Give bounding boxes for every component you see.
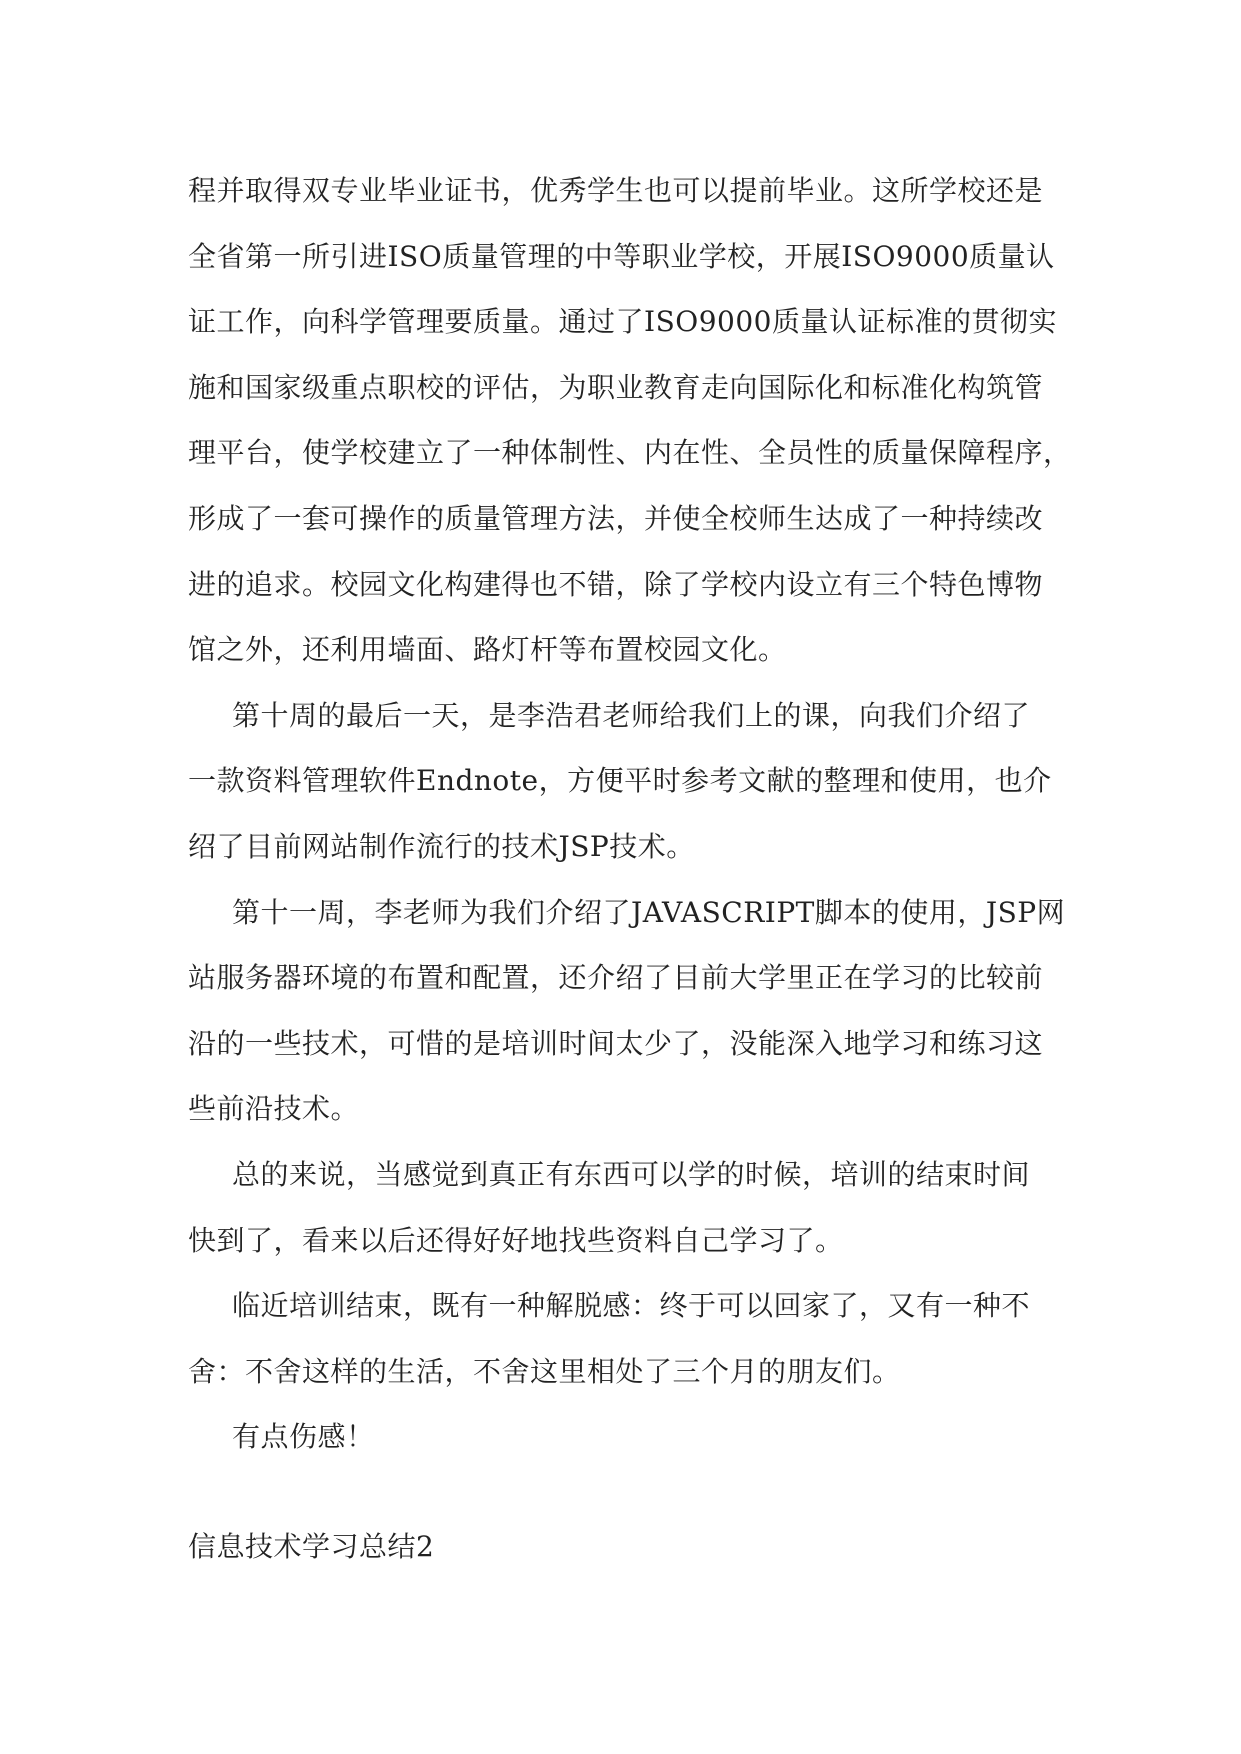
text-line: 程并取得双专业毕业证书，优秀学生也可以提前毕业。这所学校还是: [188, 174, 1044, 207]
paragraph-week-ten: [188, 683, 1060, 880]
text-line: 形成了一套可操作的质量管理方法，并使全校师生达成了一种持续改: [188, 501, 1044, 535]
text-line: 理平台，使学校建立了一种体制性、内在性、全员性的质量保障程序，: [188, 436, 1072, 470]
text-line: 些前沿技术。: [188, 1092, 360, 1126]
text-line: 绍了目前网站制作流行的技术JSP技术。: [188, 829, 695, 863]
text-line: 临近培训结束，既有一种解脱感：终于可以回家了，又有一种不: [232, 1289, 1031, 1323]
text-line: 进的追求。校园文化构建得也不错，除了学校内设立有三个特色博物: [188, 567, 1044, 601]
paragraph-summary: [188, 1142, 1060, 1273]
paragraph-school-quality: [188, 158, 1072, 683]
text-line: 第十周的最后一天，是李浩君老师给我们上的课，向我们介绍了: [232, 698, 1031, 732]
text-line: 快到了，看来以后还得好好地找些资料自己学习了。: [188, 1223, 844, 1257]
text-line: 第十一周，李老师为我们介绍了JAVASCRIPT脚本的使用，JSP网: [232, 895, 1066, 929]
section-spacer: [188, 1470, 1060, 1514]
document-body: [188, 158, 1072, 1579]
text-line: 沿的一些技术，可惜的是培训时间太少了，没能深入地学习和练习这: [188, 1026, 1044, 1060]
text-line: 馆之外，还利用墙面、路灯杆等布置校园文化。: [188, 633, 787, 667]
text-line: 站服务器环境的布置和配置，还介绍了目前大学里正在学习的比较前: [188, 961, 1044, 995]
text-line: 总的来说，当感觉到真正有东西可以学的时候，培训的结束时间: [232, 1157, 1031, 1191]
text-line: 证工作，向科学管理要质量。通过了ISO9000质量认证标准的贯彻实: [188, 305, 1057, 339]
text-line: 一款资料管理软件Endnote，方便平时参考文献的整理和使用，也介: [188, 764, 1052, 798]
text-line: 施和国家级重点职校的评估，为职业教育走向国际化和标准化构筑管: [188, 370, 1044, 404]
text-line: 全省第一所引进ISO质量管理的中等职业学校，开展ISO9000质量认: [188, 239, 1055, 273]
text-line: 舍：不舍这样的生活，不舍这里相处了三个月的朋友们。: [188, 1354, 901, 1388]
section-heading: 信息技术学习总结2: [188, 1529, 435, 1563]
paragraph-week-eleven: [188, 880, 1066, 1142]
paragraph-ending: [188, 1273, 1060, 1404]
text-line: 有点伤感！: [232, 1420, 375, 1454]
paragraph-feeling: [188, 1404, 1060, 1470]
